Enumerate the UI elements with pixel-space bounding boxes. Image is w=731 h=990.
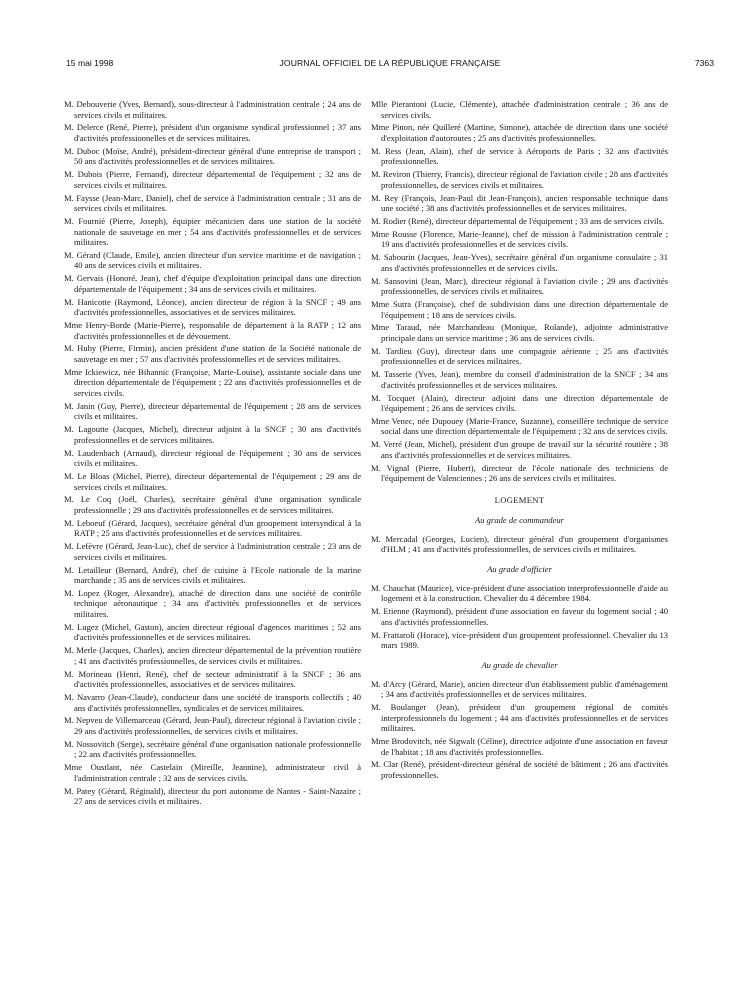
grade-heading-commandeur: Au grade de commandeur (474, 514, 565, 525)
honoree-entry: M. Janin (Guy, Pierre), directeur départemental de l'équipement ; 28 ans de services civils et militaires. (64, 400, 361, 422)
honoree-entry: M. Lugez (Michel, Gaston), ancien directeur régional d'agences maritimes ; 52 ans d'activités professionnelles et de services militaires. (64, 621, 361, 643)
honoree-entry: M. Clar (René), président-directeur général de société de bâtiment ; 26 ans d'activités professionnelles. (371, 759, 668, 781)
honoree-entry: M. Lefèvre (Gérard, Jean-Luc), chef de service à l'administration centrale ; 23 ans de services civils et militaires. (64, 541, 361, 562)
honoree-entry: M. d'Arcy (Gérard, Marie), ancien directeur d'un établissement public d'aménagement ; 34 ans d'activités professionnelles et de services militaires. (371, 678, 668, 700)
honoree-entry: M. Boulanger (Jean), président d'un groupement régional de comités interprofessionnels du logement ; 44 ans d'activités professionnelles et de services militaires. (371, 702, 668, 734)
honoree-entry: M. Nepveu de Villemarceau (Gérard, Jean-Paul), directeur régional à l'aviation civile ; 29 ans d'activités professionnelles, de services civils et militaires. (64, 715, 361, 736)
honoree-entry: M. Fournié (Pierre, Joseph), équipier mécanicien dans une station de la société nationale de sauvetage en mer ; 54 ans d'activités professionnelles et de services militaires. (64, 215, 361, 248)
grade-heading-chevalier: Au grade de chevalier (481, 659, 558, 670)
honoree-entry: M. Duboc (Moïse, André), président-directeur général d'une entreprise de transport ; 50 ans d'activités professionnelles et de services militaires. (64, 145, 361, 167)
honoree-entry: M. Leboeuf (Gérard, Jacques), secrétaire général d'un groupement intersyndical à la RATP ; 25 ans d'activités professionnelles et de services militaires. (64, 517, 361, 539)
honoree-entry: M. Laudenbach (Arnaud), directeur régional de l'équipement ; 30 ans de services civils et militaires. (64, 447, 361, 469)
honoree-entry: Mme Rousse (Florence, Marie-Jeanne), chef de mission à l'administration centrale ; 19 ans d'activités professionnelles et de services civils. (371, 228, 668, 250)
honoree-entry: M. Mercadal (Georges, Lucien), directeur général d'un groupement d'organismes d'HLM ; 41 ans d'activités professionnelles, de services civils et militaires. (371, 533, 668, 555)
honoree-entry: Mme Taraud, née Marchandeau (Monique, Rolande), adjointe administrative principale dans un service maritime ; 36 ans de services civils. (371, 322, 668, 343)
honoree-entry: M. Gérard (Claude, Emile), ancien directeur d'un service maritime et de navigation ; 40 ans de services civils et militaires. (64, 249, 361, 271)
honoree-entry: M. Le Bloas (Michel, Pierre), directeur départemental de l'équipement ; 29 ans de services civils et militaires. (64, 470, 361, 492)
honoree-entry: M. Lopez (Roger, Alexandre), attaché de direction dans une société de contrôle technique aéronautique ; 34 ans d'activités professionnelles et de services militaires. (64, 587, 361, 619)
honoree-entry: Mme Sutra (Françoise), chef de subdivision dans une direction départementale de l'équipement ; 18 ans de services civils. (371, 298, 668, 320)
right-column (371, 99, 668, 783)
honoree-entry: M. Merle (Jacques, Charles), ancien directeur départemental de la prévention routière ; 41 ans d'activités professionnelles, de services civils et militaires. (64, 645, 361, 666)
page-header (66, 58, 714, 72)
honoree-entry: M. Faysse (Jean-Marc, Daniel), chef de service à l'administration centrale ; 31 ans de services civils et militaires. (64, 192, 361, 214)
honoree-entry: M. Gervais (Honoré, Jean), chef d'équipe d'exploitation principal dans une direction départementale de l'équipement ; 34 ans de services civils et militaires. (64, 273, 361, 294)
honoree-entry: M. Rey (François, Jean-Paul dit Jean-François), ancien responsable technique dans une société ; 38 ans d'activités professionnelles et de services militaires. (371, 192, 668, 214)
honoree-entry: M. Ress (Jean, Alain), chef de service à Aéroports de Paris ; 32 ans d'activités professionnelles. (371, 145, 668, 167)
honoree-entry: M. Letailleur (Bernard, André), chef de cuisine à l'Ecole nationale de la marine marchande ; 35 ans de services civils et militaires. (64, 564, 361, 586)
header-date: 15 mai 1998 (66, 58, 114, 68)
section-title-logement: LOGEMENT (494, 494, 545, 505)
honoree-entry: M. Chauchat (Maurice), vice-président d'une association interprofessionnelle d'aide au logement et à la construction. Chevalier du 4 décembre 1984. (371, 582, 668, 604)
honoree-entry: M. Tocquet (Alain), directeur adjoint dans une direction départementale de l'équipement ; 26 ans de services civils. (371, 392, 668, 414)
honoree-entry: M. Hanicotte (Raymond, Léonce), ancien directeur de région à la SNCF ; 49 ans d'activités professionnelles, associatives et de services militaires. (64, 296, 361, 318)
honoree-entry: Mme Oustlant, née Castelain (Mireille, Jeannine), administrateur civil à l'administration centrale ; 32 ans de services civils. (64, 762, 361, 783)
honoree-entry: M. Rodier (René), directeur départemental de l'équipement ; 33 ans de services civils. (371, 215, 665, 226)
honoree-entry: M. Sabourin (Jacques, Jean-Yves), secrétaire général d'un organisme consulaire ; 31 ans d'activités professionnelles et de services civils. (371, 252, 668, 273)
honoree-entry: M. Etienne (Raymond), président d'une association en faveur du logement social ; 40 ans d'activités professionnelles. (371, 606, 668, 627)
honoree-entry: M. Morineau (Henri, René), chef de secteur administratif à la SNCF ; 36 ans d'activités professionnelles, associatives et de services militaires. (64, 668, 361, 690)
commandeur-entries (371, 534, 668, 555)
honoree-entry: Mme Venec, née Dupouey (Marie-France, Suzanne), conseillère technique de service social dans une direction départementale de l'équipement ; 32 ans de services civils. (371, 415, 668, 437)
honoree-entry: Mme Henry-Borde (Marie-Pierre), responsable de département à la RATP ; 12 ans d'activités professionnelles et de dévouement. (64, 320, 361, 341)
honoree-entry: M. Lagoutte (Jacques, Michel), directeur adjoint à la SNCF ; 30 ans d'activités professionnelles et de services militaires. (64, 424, 361, 445)
honoree-entry: M. Patey (Gérard, Réginald), directeur du port autonome de Nantes - Saint-Nazaire ; 27 ans de services civils et militaires. (64, 785, 361, 807)
honoree-entry: M. Tasserie (Yves, Jean), membre du conseil d'administration de la SNCF ; 34 ans d'activités professionnelles et de services militaires. (371, 369, 668, 390)
grade-heading-officier: Au grade d'officier (487, 563, 552, 574)
honoree-entry: Mme Pinon, née Quilleré (Martine, Simone), attachée de direction dans une société d'exploitation d'autoroutes ; 25 ans d'activités professionnelles. (371, 122, 668, 143)
header-page-number: 7363 (694, 58, 714, 68)
chevalier-entries (371, 679, 668, 781)
honoree-entry: M. Le Coq (Joël, Charles), secrétaire général d'une organisation syndicale professionnelle ; 29 ans d'activités professionnelles et de services militaires. (64, 494, 361, 515)
honoree-entry: M. Nossovitch (Serge), secrétaire général d'une organisation nationale professionnelle ; 22 ans d'activités professionnelles. (64, 738, 361, 760)
left-column (64, 99, 361, 809)
honoree-entry: Mme Ickiewicz, née Bihannic (Françoise, Marie-Louise), assistante sociale dans une direction départementale de l'équipement ; 22 ans d'activités professionnelles et de services civils. (64, 366, 361, 398)
honoree-entry: M. Navarro (Jean-Claude), conducteur dans une société de transports collectifs ; 40 ans d'activités professionnelles, syndicales et de services militaires. (64, 692, 361, 713)
right-entries (371, 99, 668, 484)
honoree-entry: M. Reviron (Thierry, Francis), directeur régional de l'aviation civile ; 28 ans d'activités professionnelles, de services civils et militaires. (371, 169, 668, 190)
officier-entries (371, 583, 668, 651)
header-journal-title: JOURNAL OFFICIEL DE LA RÉPUBLIQUE FRANÇAISE (279, 58, 501, 68)
honoree-entry: M. Tardieu (Guy), directeur dans une compagnie aérienne ; 25 ans d'activités professionnelles et de services militaires. (371, 345, 668, 367)
honoree-entry: M. Frattaroli (Horace), vice-président d'un groupement professionnel. Chevalier du 13 mars 1989. (371, 629, 668, 651)
honoree-entry: M. Debouverie (Yves, Bernard), sous-directeur à l'administration centrale ; 24 ans de services civils et militaires. (64, 99, 361, 120)
honoree-entry: M. Dubois (Pierre, Fernand), directeur départemental de l'équipement ; 32 ans de services civils et militaires. (64, 169, 361, 190)
honoree-entry: M. Sansovini (Jean, Marc), directeur régional à l'aviation civile ; 29 ans d'activités professionnelles, de services civils et militaires. (371, 275, 668, 297)
honoree-entry: Mme Brodovitch, née Sigwalt (Céline), directrice adjointe d'une association en faveur de l'habitat ; 18 ans d'activités professionnelles. (371, 736, 668, 757)
honoree-entry: M. Verré (Jean, Michel), président d'un groupe de travail sur la sécurité routière ; 38 ans d'activités professionnelles et de services militaires. (371, 439, 668, 460)
honoree-entry: M. Delerce (René, Pierre), président d'un organisme syndical professionnel ; 37 ans d'activités professionnelles et de services militaires. (64, 122, 361, 143)
honoree-entry: M. Huby (Pierre, Firmin), ancien président d'une station de la Société nationale de sauvetage en mer ; 57 ans d'activités professionnelles et de services militaires. (64, 343, 361, 364)
honoree-entry: Mlle Pierantoni (Lucie, Clémente), attachée d'administration centrale ; 36 ans de services civils. (371, 99, 668, 120)
honoree-entry: M. Vignal (Pierre, Hubert), directeur de l'école nationale des techniciens de l'équipement de Valenciennes ; 26 ans de services civils et militaires. (371, 462, 668, 484)
